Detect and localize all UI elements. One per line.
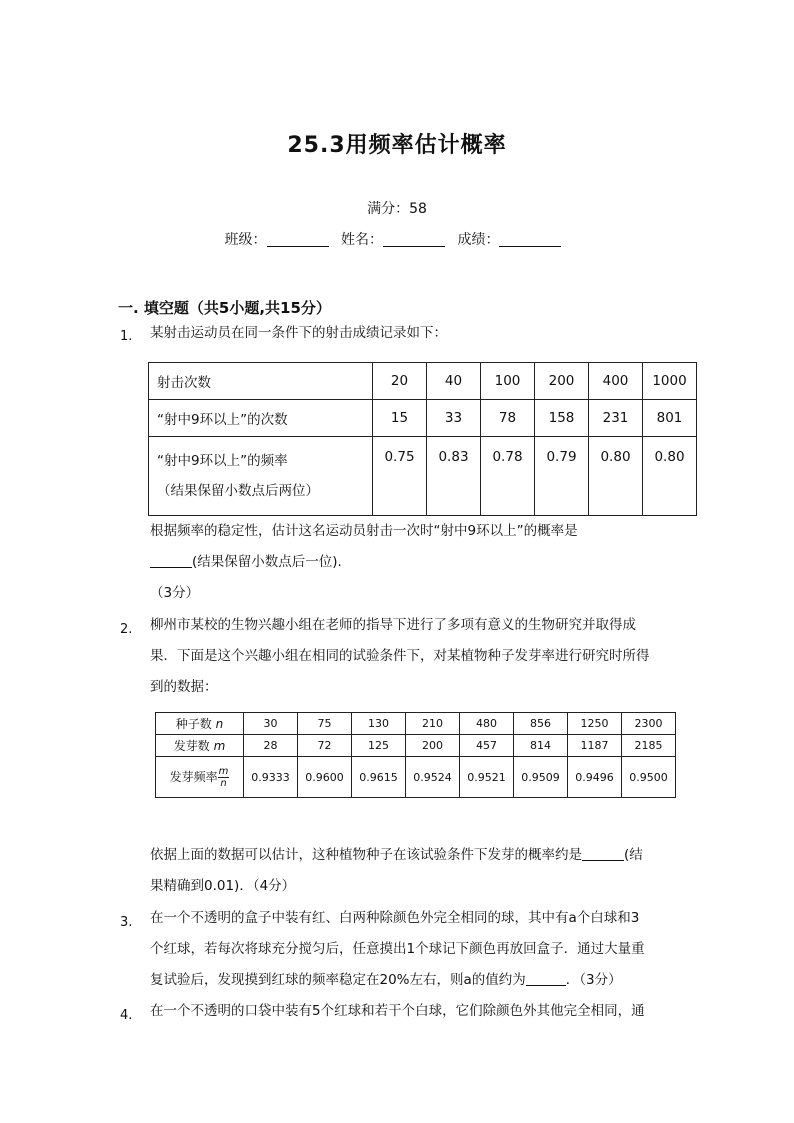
table-cell: 480: [460, 713, 514, 735]
table-cell: 0.75: [373, 437, 427, 516]
class-blank[interactable]: [267, 232, 329, 247]
q3-answer-blank[interactable]: [526, 971, 566, 986]
table-cell: 130: [352, 713, 406, 735]
full-score: 满分：58: [367, 201, 427, 217]
table-cell: 0.9509: [514, 757, 568, 798]
name-blank[interactable]: [383, 232, 445, 247]
q2-text-line: [150, 840, 680, 871]
q3-line3: [150, 965, 680, 996]
q1-row2-label: “射中9环以上”的次数: [149, 400, 373, 437]
fraction-denominator: n: [220, 777, 227, 789]
grade-blank[interactable]: [499, 232, 561, 247]
q1-intro: 某射击运动员在同一条件下的射击成绩记录如下：: [150, 325, 447, 341]
table-cell: 0.80: [589, 437, 643, 516]
table-cell: 100: [481, 363, 535, 400]
table-cell: 200: [535, 363, 589, 400]
table-cell: 1250: [568, 713, 622, 735]
q2-text-c: 果精确到0.01)．（4分）: [150, 878, 296, 894]
q2-line2: 果．下面是这个兴趣小组在相同的试验条件下，对某植物种子发芽率进行研究时所得: [150, 648, 650, 664]
q2-row1-var: n: [215, 717, 224, 731]
table-cell: 0.9524: [406, 757, 460, 798]
q4-line1: 在一个不透明的口袋中装有5个红球和若干个白球，它们除颜色外其他完全相同，通: [150, 1003, 645, 1019]
q3-number: 3.: [120, 915, 133, 930]
table-cell: 0.9496: [568, 757, 622, 798]
q2-number: 2.: [120, 622, 133, 637]
table-cell: 0.9600: [298, 757, 352, 798]
q2-row2-var: m: [213, 739, 226, 753]
table-cell: 20: [373, 363, 427, 400]
table-row: [156, 735, 676, 757]
table-cell: 210: [406, 713, 460, 735]
q2-table: [155, 712, 676, 798]
table-cell: 158: [535, 400, 589, 437]
q1-text-b: (结果保留小数点后一位).: [192, 554, 342, 570]
q1-number: 1.: [120, 329, 133, 344]
table-cell: 40: [427, 363, 481, 400]
table-cell: 28: [244, 735, 298, 757]
table-cell: 33: [427, 400, 481, 437]
table-cell: 0.9615: [352, 757, 406, 798]
q2-row2-label: [156, 735, 244, 757]
table-cell: 125: [352, 735, 406, 757]
q2-row1-label: [156, 713, 244, 735]
student-info: [0, 229, 794, 249]
q2-row1-label-text: 种子数: [175, 717, 212, 731]
grade-label: 成绩：: [457, 232, 500, 248]
table-cell: 1187: [568, 735, 622, 757]
section-heading: 一. 填空题（共5小题,共15分）: [118, 299, 331, 317]
q3-text: [150, 903, 680, 996]
table-cell: 1000: [643, 363, 697, 400]
q4-number: 4.: [120, 1008, 133, 1023]
q1-text-a: 根据频率的稳定性，估计这名运动员射击一次时“射中9环以上”的概率是: [150, 523, 578, 539]
table-cell: 0.79: [535, 437, 589, 516]
q2-line3: 到的数据：: [150, 679, 218, 695]
table-row: [156, 713, 676, 735]
q1-row3-label-a: “射中9环以上”的频率: [157, 453, 288, 469]
table-cell: 231: [589, 400, 643, 437]
table-cell: 0.83: [427, 437, 481, 516]
q1-text-b-line: [150, 547, 680, 578]
table-row: [149, 400, 697, 437]
q2-text-a: 依据上面的数据可以估计，这种植物种子在该试验条件下发芽的概率约是: [150, 847, 582, 863]
q1-points: （3分）: [150, 585, 200, 601]
q2-answer-blank[interactable]: [582, 846, 624, 861]
table-cell: 72: [298, 735, 352, 757]
q2-text-b: (结: [624, 847, 643, 863]
table-cell: 2300: [622, 713, 676, 735]
q2-row2-label-text: 发芽数: [173, 739, 210, 753]
q3-line1: 在一个不透明的盒子中装有红、白两种除颜色外完全相同的球，其中有a个白球和3: [150, 910, 640, 926]
q1-question: [150, 516, 680, 609]
table-cell: 0.9500: [622, 757, 676, 798]
q2-question: [150, 840, 680, 902]
q1-answer-blank[interactable]: [150, 553, 192, 568]
q1-table: [148, 362, 697, 516]
table-cell: 2185: [622, 735, 676, 757]
table-cell: 0.80: [643, 437, 697, 516]
table-cell: 457: [460, 735, 514, 757]
q2-line1: 柳州市某校的生物兴趣小组在老师的指导下进行了多项有意义的生物研究并取得成: [150, 617, 636, 633]
q3-line2: 个红球，若每次将球充分搅匀后，任意摸出1个球记下颜色再放回盒子．通过大量重: [150, 941, 645, 957]
q3-line3a: 复试验后，发现摸到红球的频率稳定在20%左右，则a的值约为: [150, 972, 526, 988]
page-title: 25.3用频率估计概率: [287, 133, 507, 158]
q2-intro: [150, 610, 680, 703]
table-row: [149, 363, 697, 400]
table-cell: 0.78: [481, 437, 535, 516]
table-cell: 0.9521: [460, 757, 514, 798]
table-cell: 15: [373, 400, 427, 437]
table-cell: 400: [589, 363, 643, 400]
table-cell: 200: [406, 735, 460, 757]
q3-line3b: ．（3分）: [565, 972, 622, 988]
table-row: [156, 757, 676, 798]
q1-row3-label-b: （结果保留小数点后两位）: [157, 483, 319, 499]
table-cell: 814: [514, 735, 568, 757]
q2-row3-label-text: 发芽频率: [169, 769, 218, 784]
q1-row3-label: [149, 437, 373, 516]
q2-row3-label: [156, 757, 244, 798]
fraction-numerator: m: [218, 765, 229, 777]
table-cell: 75: [298, 713, 352, 735]
class-label: 班级：: [224, 232, 267, 248]
q1-row1-label: 射击次数: [149, 363, 373, 400]
table-cell: 78: [481, 400, 535, 437]
q2-fraction: [218, 766, 230, 789]
table-cell: 801: [643, 400, 697, 437]
table-cell: 30: [244, 713, 298, 735]
name-label: 姓名：: [341, 232, 383, 248]
table-row: [149, 437, 697, 516]
table-cell: 856: [514, 713, 568, 735]
table-cell: 0.9333: [244, 757, 298, 798]
